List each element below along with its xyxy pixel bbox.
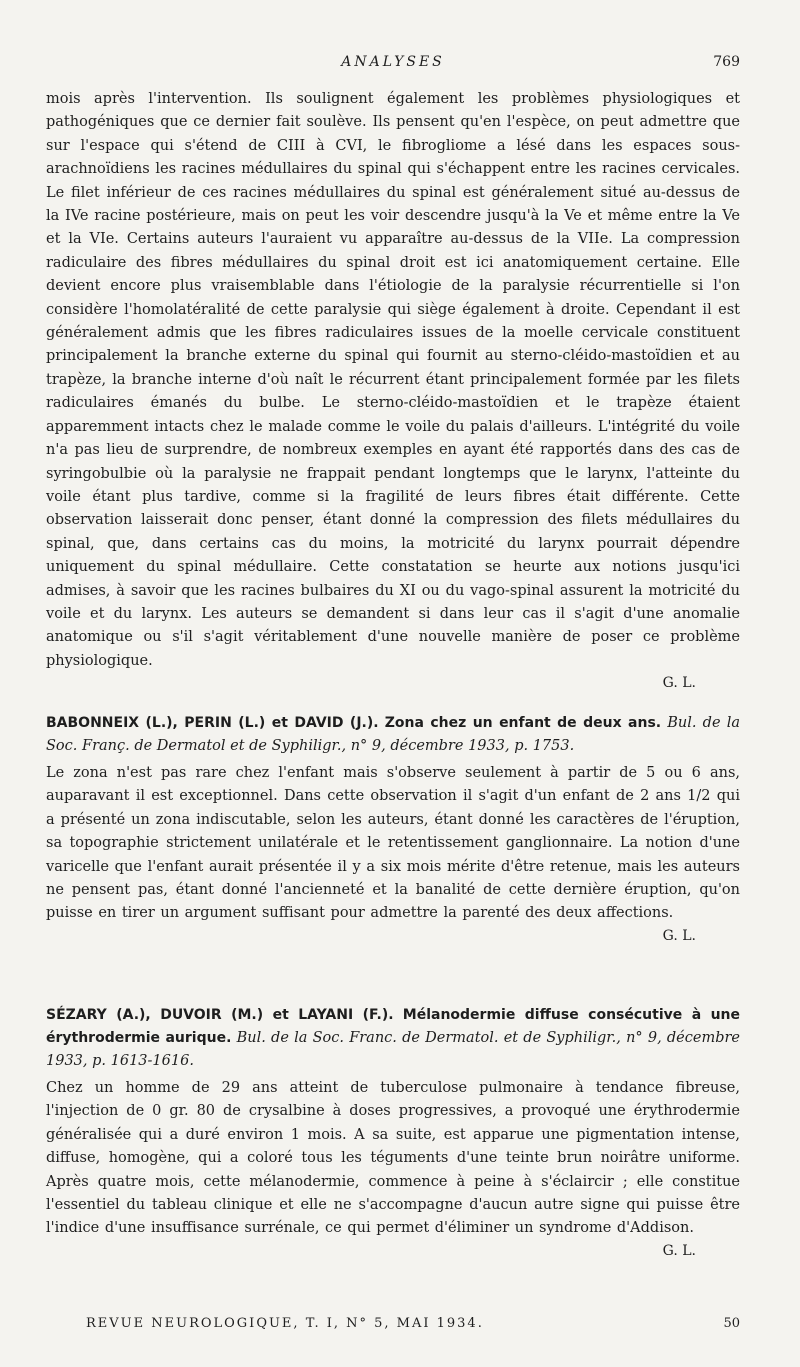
signature: G. L. [662, 1242, 696, 1259]
article-title: Zona chez un enfant de deux ans. [384, 715, 662, 731]
article-authors: SÉZARY (A.), DUVOIR (M.) et LAYANI (F.). [46, 1007, 394, 1023]
article-sezary [46, 1004, 740, 1259]
article-citation: Bul. de la Soc. Franç. de Dermatol et de Syphiligr., n° 9, décembre 1933, p. 1753. [46, 715, 740, 754]
signature: G. L. [662, 675, 696, 692]
continuation-section [46, 88, 740, 691]
article-authors: BABONNEIX (L.), PERIN (L.) et DAVID (J.). [46, 715, 379, 731]
continuation-paragraph: mois après l'intervention. Ils soulignent également les problèmes physiologiques et pathogéniques que ce dernier fait soulève. Ils pensent qu'en l'espèce, on peut admettre que sur l'espace qui s'étend de CIII à CVI, le fibrogliome a lésé dans les espaces sous-arachnoïdiens les racines médullaires du spinal qui s'échappent entre les racines cervicales. Le filet inférieur de ces racines médullaires du spinal est généralement situé au-dessus de la IVe racine postérieure, mais on peut les voir descendre jusqu'à la Ve et même entre la Ve et la VIe. Certains auteurs l'auraient vu apparaître au-dessus de la VIIe. La compression radiculaire des fibres médullaires du spinal droit est ici anatomiquement certaine. Elle devient encore plus vraisemblable dans l'étiologie de la paralysie récurrentielle si l'on considère l'homolatéralité de cette paralysie qui siège également à droite. Cependant il est généralement admis que les fibres radiculaires issues de la moelle cervicale constituent principalement la branche externe du spinal qui fournit au sterno-cléido-mastoïdien et au trapèze, la branche interne d'où naît le récurrent étant principalement formée par les filets radiculaires émanés du bulbe. Le sterno-cléido-mastoïdien et le trapèze étaient apparemment intacts chez le malade comme le voile du palais d'ailleurs. L'intégrité du voile n'a pas lieu de surprendre, de nombreux exemples en ayant été rapportés dans des cas de syringobulbie où la paralysie ne frappait pendant longtemps que le larynx, l'atteinte du voile étant plus tardive, comme si la fragilité de leurs fibres était différente. Cette observation laisserait donc penser, étant donné la compression des filets médullaires du spinal, que, dans certains cas du moins, la motricité du larynx pourrait dépendre uniquement du spinal médullaire. Cette constatation se heurte aux notions jusqu'ici admises, à savoir que les racines bulbaires du XI ou du vago-spinal assurent la motricité du voile et du larynx. Les auteurs se demandent si dans leur cas il s'agit d'une anomalie anatomique ou s'il s'agit véritablement d'une nouvelle manière de poser ce problème physiologique. [46, 91, 740, 669]
article-body: Le zona n'est pas rare chez l'enfant mais s'observe seulement à partir de 5 ou 6 ans, auparavant il est exceptionnel. Dans cette observation il s'agit d'un enfant de 2 ans 1/2 qui a présenté un zona indiscutable, selon les auteurs, étant donné les caractères de l'éruption, sa topographie strictement unilatérale et le retentissement ganglionnaire. La notion d'une varicelle que l'enfant aurait présentée il y a six mois mérite d'être retenue, mais les auteurs ne pensent pas, étant donné l'ancienneté et la banalité de cette dernière éruption, qu'on puisse en tirer un argument suffisant pour admettre la parenté des deux affections. [46, 765, 740, 922]
article-citation: Bul. de la Soc. Franc. de Dermatol. et de Syphiligr., n° 9, décembre 1933, p. 1613-1616. [46, 1030, 740, 1069]
journal-reference: REVUE NEUROLOGIQUE, T. I, N° 5, MAI 1934. [86, 1316, 484, 1331]
page-number: 769 [713, 54, 740, 70]
article-babonneix [46, 712, 740, 944]
article-title: Mélanodermie diffuse consécutive à une érythrodermie aurique. [46, 1007, 741, 1046]
signature: G. L. [662, 927, 696, 944]
sheet-number: 50 [723, 1316, 740, 1331]
article-body: Chez un homme de 29 ans atteint de tuberculose pulmonaire à tendance fibreuse, l'injection de 0 gr. 80 de crysalbine à doses progressives, a provoqué une érythrodermie généralisée qui a duré environ 1 mois. A sa suite, est apparue une pigmentation intense, diffuse, homogène, qui a coloré tous les téguments d'une teinte brun noirâtre uniforme. Après quatre mois, cette mélanodermie, commence à peine à s'éclaircir ; elle constitue l'essentiel du tableau clinique et elle ne s'accompagne d'aucun autre signe qui puisse être l'indice d'une insuffisance surrénale, ce qui permet d'éliminer un syndrome d'Addison. [46, 1080, 740, 1237]
running-head-title: ANALYSES [341, 54, 445, 70]
running-head [46, 54, 740, 74]
article-heading [46, 712, 740, 758]
page-footer [86, 1316, 740, 1338]
article-heading [46, 1004, 740, 1073]
